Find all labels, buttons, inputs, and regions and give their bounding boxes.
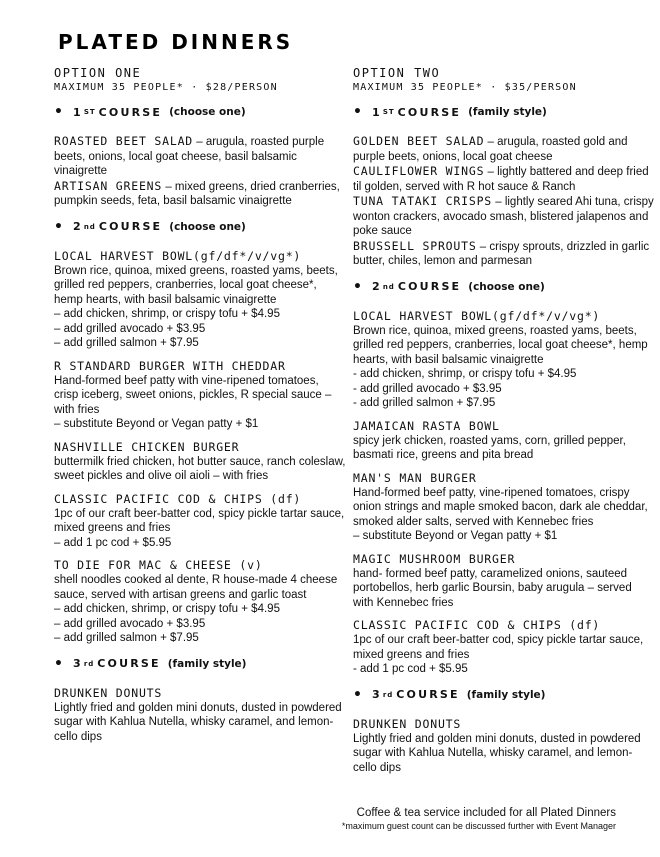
menu-item-name: ROASTED BEET SALAD [54, 134, 194, 148]
menu-item-addon: – add chicken, shrimp, or crispy tofu + $4.95 [54, 603, 280, 615]
course-note: (family style) [167, 657, 247, 670]
menu-item-description: – lightly seared Ahi tuna, crispy wonton crackers, avocado smash, blistered jalapenos and poke sauce [353, 196, 654, 237]
menu-item-name: TO DIE FOR MAC & CHEESE (v) [54, 558, 263, 572]
menu-item-addon: – add chicken, shrimp, or crispy tofu + $4.95 [54, 308, 280, 320]
footer-guest-note: *maximum guest count can be discussed further with Event Manager [341, 821, 616, 831]
menu-item-addon: - add grilled salmon + $7.95 [353, 397, 496, 409]
menu-item [353, 239, 655, 269]
course-number-suffix: rd [382, 690, 394, 699]
menu-item [54, 558, 346, 646]
course-number: 3 [371, 688, 382, 701]
menu-item [54, 440, 346, 484]
course-heading [353, 687, 655, 703]
bullet-icon: • [353, 686, 362, 703]
menu-item-addon: - add grilled avocado + $3.95 [353, 382, 502, 395]
menu-item-name: R STANDARD BURGER WITH CHEDDAR [54, 358, 286, 373]
menu-item [353, 134, 655, 164]
menu-item [54, 359, 346, 432]
course-number: 1 [72, 105, 83, 119]
course-note: (family style) [466, 688, 546, 701]
course-heading [353, 279, 655, 295]
course-heading [353, 104, 655, 120]
bullet-icon: • [54, 218, 63, 235]
menu-item-name: LOCAL HARVEST BOWL(gf/df*/v/vg*) [353, 308, 601, 323]
course-label: COURSE [97, 657, 161, 670]
menu-item [353, 164, 655, 194]
menu-item-name: NASHVILLE CHICKEN BURGER [54, 439, 240, 454]
course-label: COURSE [397, 280, 462, 293]
menu-item [353, 419, 655, 463]
option-name: OPTION TWO [353, 66, 441, 80]
menu-item-description: hand- formed beef patty, caramelized onions, sauteed portobellos, herb garlic Boursin, baby arugula – served with Kennebec fries [353, 567, 632, 609]
menu-item-text [353, 239, 655, 269]
menu-item [54, 686, 346, 745]
option-one-column [54, 66, 346, 752]
course-note: (choose one) [468, 280, 545, 293]
course-number: 2 [371, 280, 382, 293]
menu-item-text [54, 179, 346, 209]
menu-item-name: LOCAL HARVEST BOWL(gf/df*/v/vg*) [54, 248, 302, 263]
menu-item-description: Brown rice, quinoa, mixed greens, roasted yams, beets, grilled red peppers, cranberries, local goat cheese*, hemp hearts, with basil balsamic vinaigrette [353, 324, 648, 366]
menu-item [353, 552, 655, 611]
bullet-icon: • [54, 104, 63, 120]
menu-item-addon: – add grilled salmon + $7.95 [54, 337, 199, 349]
option-two-column [353, 66, 655, 783]
menu-item-text [353, 164, 655, 194]
menu-item-addon: - add chicken, shrimp, or crispy tofu + $4.95 [353, 368, 577, 380]
menu-item-description: 1pc of our craft beer-batter cod, spicy pickle tartar sauce, mixed greens and fries [54, 507, 345, 534]
menu-item-description: – lightly battered and deep fried til golden, served with R hot sauce & Ranch [353, 166, 649, 193]
bullet-icon: • [54, 655, 63, 672]
course-heading [54, 219, 346, 235]
course-number: 2 [72, 220, 83, 233]
menu-item-description: shell noodles cooked al dente, R house-made 4 cheese sauce, served with artisan greens and garlic toast [54, 574, 338, 601]
footer-service-note: Coffee & tea service included for all Plated Dinners [356, 807, 616, 819]
menu-item-description: – arugula, roasted purple beets, onions, local goat cheese, basil balsamic vinaigrette [54, 136, 325, 177]
menu-item-description: – mixed greens, dried cranberries, pumpkin seeds, feta, basil balsamic vinaigrette [54, 180, 340, 207]
footer [342, 806, 616, 832]
menu-item-name: CLASSIC PACIFIC COD & CHIPS (df) [54, 491, 302, 506]
option-name: OPTION ONE [54, 66, 142, 80]
menu-item-description: buttermilk fried chicken, hot butter sauce, ranch coleslaw, sweet pickles and olive oil aioli – with fries [54, 455, 346, 482]
menu-item-description: 1pc of our craft beer-batter cod, spicy pickle tartar sauce, mixed greens and fries [353, 634, 644, 661]
menu-item-text [54, 134, 346, 179]
course-label: COURSE [396, 688, 460, 701]
menu-item [353, 717, 655, 776]
menu-item-addon: – add 1 pc cod + $5.95 [54, 536, 172, 549]
menu-item-name: JAMAICAN RASTA BOWL [353, 418, 500, 433]
menu-item-name: MAGIC MUSHROOM BURGER [353, 551, 516, 566]
menu-item-description: Lightly fried and golden mini donuts, dusted in powdered sugar with Kahlua Nutella, whisky caramel, and lemon-cello dips [353, 732, 641, 774]
course-label: COURSE [98, 220, 163, 233]
course-heading [54, 104, 346, 120]
course-number-suffix: ST [382, 108, 395, 116]
menu-item-name: DRUNKEN DONUTS [353, 716, 462, 731]
menu-item-name: CAULIFLOWER WINGS [353, 164, 485, 178]
menu-item-name: TUNA TATAKI CRISPS [353, 194, 493, 208]
menu-item-addon: – add grilled avocado + $3.95 [54, 322, 206, 335]
course-number: 1 [371, 105, 382, 119]
menu-item [353, 618, 655, 677]
course-number-suffix: rd [83, 659, 95, 668]
menu-item-name: DRUNKEN DONUTS [54, 685, 163, 700]
menu-item-description: Brown rice, quinoa, mixed greens, roasted yams, beets, grilled red peppers, cranberries, local goat cheese*, hemp hearts, with basil balsamic vinaigrette [54, 264, 338, 306]
course-note: (family style) [468, 106, 547, 118]
menu-item-description: Hand-formed beef patty with vine-ripened tomatoes, crisp iceberg, sweet onions, pickles, R special sauce – with fries [54, 374, 332, 416]
menu-item [353, 194, 655, 239]
menu-item [54, 249, 346, 351]
course-heading [54, 656, 346, 672]
menu-item-addon: – substitute Beyond or Vegan patty + $1 [54, 418, 259, 430]
page-title: PLATED DINNERS [58, 30, 294, 54]
menu-item-name: BRUSSELL SPROUTS [353, 238, 477, 253]
course-note: (choose one) [169, 106, 246, 118]
course-number: 3 [72, 657, 83, 670]
bullet-icon: • [353, 104, 362, 120]
course-label: COURSE [397, 105, 462, 119]
menu-item-description: – crispy sprouts, drizzled in garlic butter, chiles, lemon and parmesan [353, 240, 650, 267]
menu-item-description: Hand-formed beef patty, vine-ripened tomatoes, crispy onion strings and maple smoked bacon, dark ale cheddar, smoked alder salts, served with Kennebec fries [353, 486, 648, 528]
course-number-suffix: ST [83, 108, 96, 116]
menu-item-description: – arugula, roasted gold and purple beets, onions, local goat cheese [353, 136, 628, 163]
option-note: MAXIMUM 35 PEOPLE* · $35/PERSON [353, 82, 577, 93]
menu-item [353, 471, 655, 544]
menu-item [54, 134, 346, 179]
option-note: MAXIMUM 35 PEOPLE* · $28/PERSON [54, 82, 278, 93]
menu-item-addon: - add 1 pc cod + $5.95 [353, 663, 468, 675]
menu-item-name: GOLDEN BEET SALAD [353, 134, 485, 148]
menu-item [54, 492, 346, 551]
course-label: COURSE [98, 105, 163, 119]
menu-item-name: CLASSIC PACIFIC COD & CHIPS (df) [353, 618, 601, 632]
menu-item-description: spicy jerk chicken, roasted yams, corn, grilled pepper, basmati rice, greens and pita bread [353, 434, 626, 461]
menu-item-addon: – add grilled avocado + $3.95 [54, 617, 206, 630]
course-number-suffix: nd [83, 222, 96, 231]
menu-item [54, 179, 346, 209]
menu-item-name: MAN'S MAN BURGER [353, 470, 477, 485]
menu-item-description: Lightly fried and golden mini donuts, dusted in powdered sugar with Kahlua Nutella, whisky caramel, and lemon-cello dips [54, 701, 342, 743]
menu-item-text [353, 134, 655, 164]
menu-item-name: ARTISAN GREENS [54, 178, 163, 193]
menu-item [353, 309, 655, 411]
menu-item-addon: – substitute Beyond or Vegan patty + $1 [353, 530, 558, 542]
bullet-icon: • [353, 278, 362, 295]
menu-item-addon: – add grilled salmon + $7.95 [54, 632, 199, 644]
course-note: (choose one) [169, 220, 246, 233]
menu-item-text [353, 194, 655, 239]
course-number-suffix: nd [382, 282, 395, 291]
